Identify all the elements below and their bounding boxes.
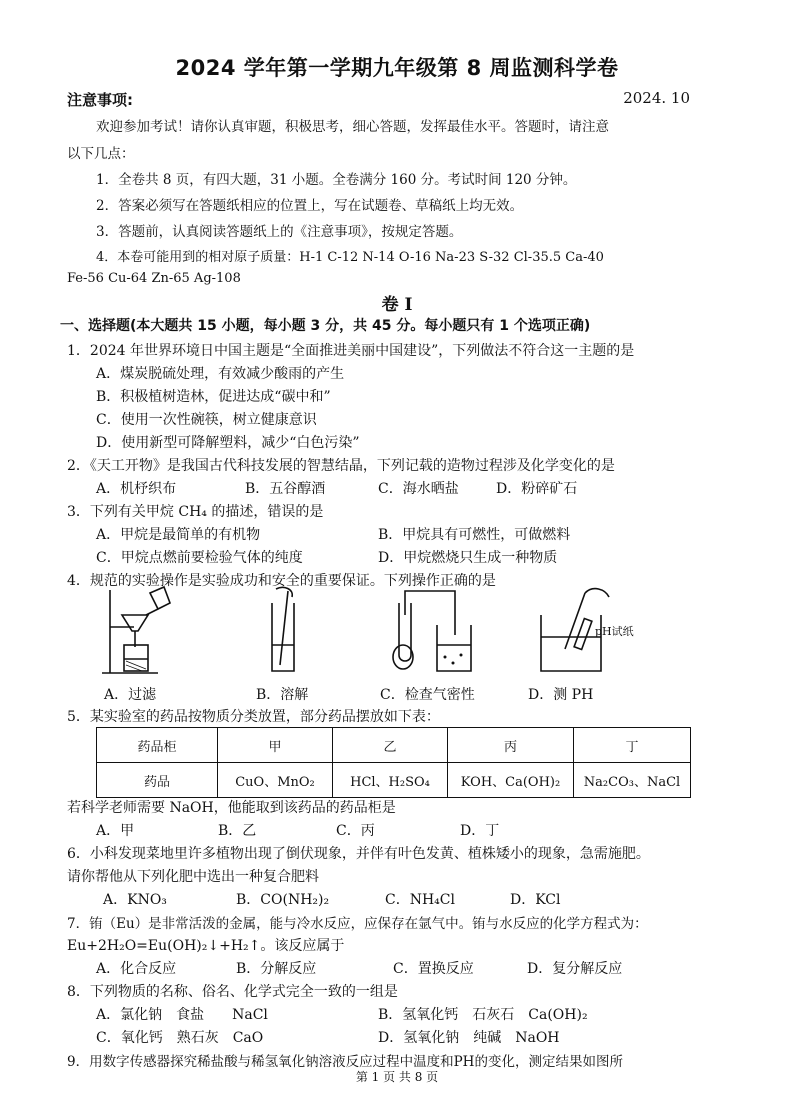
header-cell: 丁 bbox=[574, 728, 691, 763]
note-4: 4．本卷可能用到的相对原子质量：H-1 C-12 N-14 O-16 Na-23 S-32 Cl-35.5 Ca-40 bbox=[96, 250, 604, 265]
q7-stem-2: Eu+2H₂O=Eu(OH)₂↓+H₂↑。该反应属于 bbox=[67, 938, 345, 954]
q3-option-b: B．甲烷具有可燃性，可做燃料 bbox=[378, 527, 571, 543]
header-cell: 乙 bbox=[333, 728, 448, 763]
q9-stem: 9．用数字传感器探究稀盐酸与稀氢氧化钠溶液反应过程中温度和PH的变化，测定结果如图所 bbox=[67, 1054, 623, 1070]
ph-paper-label: pH试纸 bbox=[595, 625, 634, 638]
q6-option-d: D．KCl bbox=[510, 892, 561, 908]
q5-option-d: D．丁 bbox=[460, 823, 500, 839]
dissolving-figure bbox=[262, 585, 312, 680]
drug-cabinet-table bbox=[96, 727, 691, 798]
q6-stem-2: 请你帮他从下列化肥中选出一种复合肥料 bbox=[67, 869, 319, 885]
header-cell: 药品柜 bbox=[97, 728, 218, 763]
exam-title: 2024 学年第一学期九年级第 8 周监测科学卷 bbox=[175, 56, 619, 80]
exam-date: 2024. 10 bbox=[623, 89, 690, 107]
q1-stem: 1．2024 年世界环境日中国主题是“全面推进美丽中国建设”，下列做法不符合这一主题的是 bbox=[67, 343, 635, 359]
q3-option-d: D．甲烷燃烧只生成一种物质 bbox=[378, 550, 558, 566]
q8-option-a: A．氯化钠 食盐 NaCl bbox=[96, 1007, 268, 1023]
q4-option-b: B．溶解 bbox=[256, 687, 309, 703]
q3-option-c: C．甲烷点燃前要检验气体的纯度 bbox=[96, 550, 303, 566]
q7-option-a: A．化合反应 bbox=[96, 961, 177, 977]
notes-heading: 注意事项: bbox=[67, 91, 133, 109]
q2-option-d: D．粉碎矿石 bbox=[496, 481, 578, 497]
q7-stem: 7．铕（Eu）是非常活泼的金属，能与冷水反应，应保存在氩气中。铕与水反应的化学方程式为： bbox=[67, 916, 648, 932]
q2-stem: 2．《天工开物》是我国古代科技发展的智慧结晶，下列记载的造物过程涉及化学变化的是 bbox=[67, 458, 615, 474]
q4-stem: 4．规范的实验操作是实验成功和安全的重要保证。下列操作正确的是 bbox=[67, 573, 496, 589]
q6-option-c: C．NH₄Cl bbox=[385, 892, 455, 908]
q4-option-d: D．测 PH bbox=[528, 687, 594, 703]
note-1: 1．全卷共 8 页，有四大题，31 小题。全卷满分 160 分。考试时间 120 分钟。 bbox=[96, 172, 577, 188]
note-2: 2．答案必须写在答题纸相应的位置上，写在试题卷、草稿纸上均无效。 bbox=[96, 198, 524, 214]
q8-stem: 8．下列物质的名称、俗名、化学式完全一致的一组是 bbox=[67, 984, 398, 1000]
q5-option-b: B．乙 bbox=[218, 823, 257, 839]
q3-option-a: A．甲烷是最简单的有机物 bbox=[96, 527, 261, 543]
q6-option-b: B．CO(NH₂)₂ bbox=[236, 892, 330, 908]
page-footer: 第 1 页 共 8 页 bbox=[355, 1070, 439, 1084]
table-cell: 药品 bbox=[97, 763, 218, 798]
table-cell: CuO、MnO₂ bbox=[218, 763, 333, 798]
header-cell: 丙 bbox=[448, 728, 574, 763]
q8-option-b: B．氢氧化钙 石灰石 Ca(OH)₂ bbox=[378, 1007, 588, 1023]
q1-option-c: C．使用一次性碗筷，树立健康意识 bbox=[96, 412, 317, 428]
table-cell: KOH、Ca(OH)₂ bbox=[448, 763, 574, 798]
note-4-continued: Fe-56 Cu-64 Zn-65 Ag-108 bbox=[67, 271, 241, 286]
q7-option-d: D．复分解反应 bbox=[527, 961, 623, 977]
q2-option-c: C．海水晒盐 bbox=[378, 481, 459, 497]
filtration-figure bbox=[98, 585, 188, 680]
q5-option-c: C．丙 bbox=[336, 823, 375, 839]
q5-followup: 若科学老师需要 NaOH，他能取到该药品的药品柜是 bbox=[67, 800, 396, 816]
q8-option-d: D．氢氧化钠 纯碱 NaOH bbox=[378, 1030, 560, 1046]
q7-option-c: C．置换反应 bbox=[393, 961, 474, 977]
q2-option-a: A．机杼织布 bbox=[96, 481, 177, 497]
q5-option-a: A．甲 bbox=[96, 823, 135, 839]
q8-option-c: C．氧化钙 熟石灰 CaO bbox=[96, 1030, 264, 1046]
header-cell: 甲 bbox=[218, 728, 333, 763]
q5-stem: 5．某实验室的药品按物质分类放置，部分药品摆放如下表： bbox=[67, 709, 440, 725]
note-3: 3．答题前，认真阅读答题纸上的《注意事项》，按规定答题。 bbox=[96, 224, 463, 240]
q4-option-a: A．过滤 bbox=[104, 687, 157, 703]
q6-option-a: A．KNO₃ bbox=[103, 892, 167, 908]
q7-option-b: B．分解反应 bbox=[236, 961, 317, 977]
intro-line-2: 以下几点： bbox=[67, 146, 135, 162]
q1-option-b: B．积极植树造林，促进达成“碳中和” bbox=[96, 389, 331, 405]
q2-option-b: B．五谷醇酒 bbox=[245, 481, 326, 497]
table-cell: Na₂CO₃、NaCl bbox=[574, 763, 691, 798]
table-header-row bbox=[97, 728, 691, 763]
q1-option-d: D．使用新型可降解塑料，减少“白色污染” bbox=[96, 435, 360, 451]
table-row bbox=[97, 763, 691, 798]
volume-heading: 卷 I bbox=[381, 295, 413, 315]
q1-option-a: A．煤炭脱硫处理，有效减少酸雨的产生 bbox=[96, 366, 345, 382]
q4-option-c: C．检查气密性 bbox=[380, 687, 475, 703]
q3-stem: 3．下列有关甲烷 CH₄ 的描述，错误的是 bbox=[67, 504, 324, 520]
table-cell: HCl、H₂SO₄ bbox=[333, 763, 448, 798]
section-1-heading: 一、选择题(本大题共 15 小题，每小题 3 分，共 45 分。每小题只有 1 个选项正确) bbox=[60, 318, 591, 334]
intro-line-1: 欢迎参加考试！请你认真审题，积极思考，细心答题，发挥最佳水平。答题时，请注意 bbox=[96, 119, 609, 135]
q6-stem: 6．小科发现菜地里许多植物出现了倒伏现象，并伴有叶色发黄、植株矮小的现象，急需施肥。 bbox=[67, 846, 650, 862]
airtightness-figure bbox=[385, 585, 480, 680]
